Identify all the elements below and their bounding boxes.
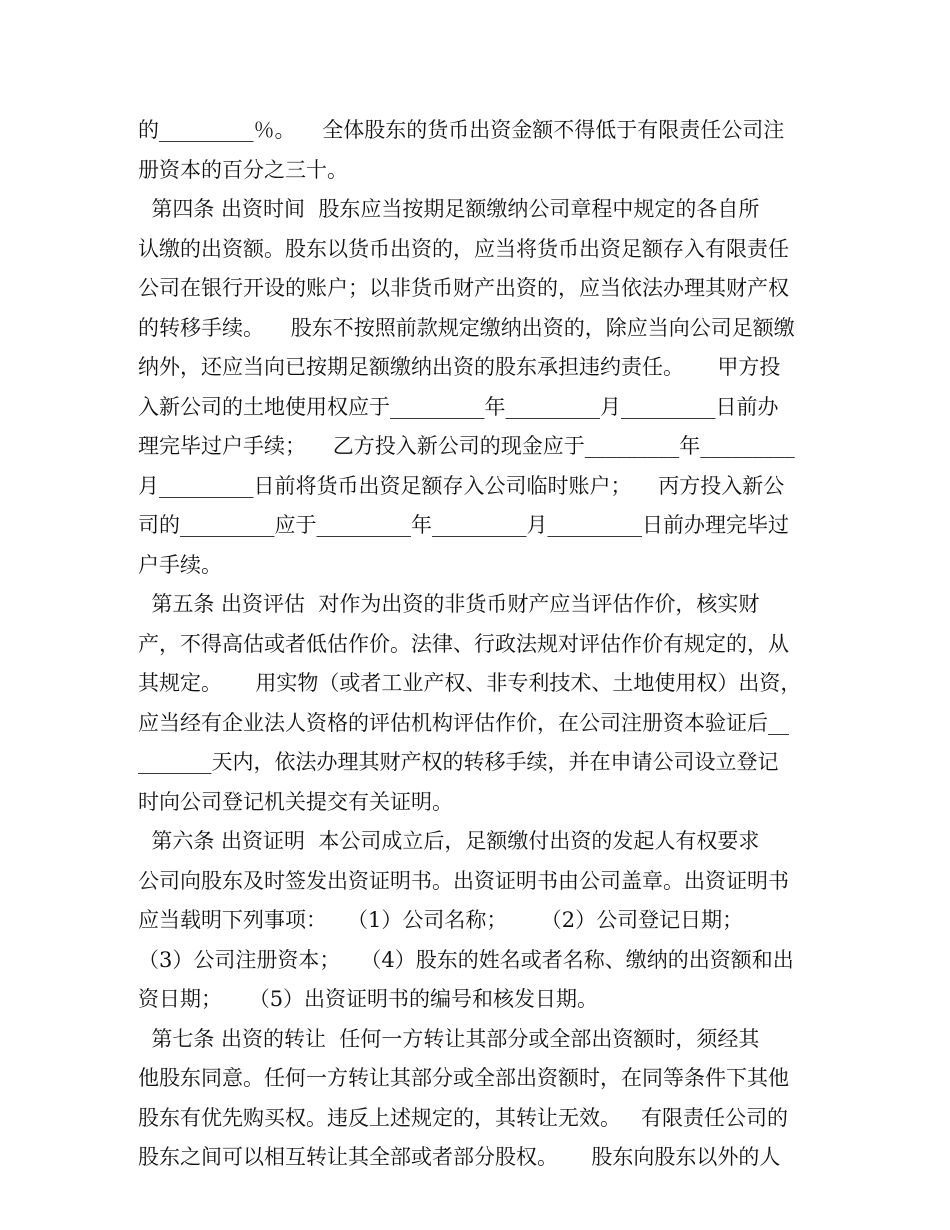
text-line: 股东之间可以相互转让其全部或者部分股权。 股东向股东以外的人 [138, 1145, 781, 1169]
text-line: _______天内，依法办理其财产权的转移手续，并在申请公司设立登记 [138, 750, 779, 774]
article-5-heading-line: 第五条 出资评估 对作为出资的非货币财产应当评估作价，核实财 [138, 592, 760, 616]
document-body [138, 111, 814, 1178]
text-line: 的_________％。 全体股东的货币出资金额不得低于有限责任公司注 [138, 118, 785, 142]
text-line: 公司在银行开设的账户；以非货币财产出资的，应当依法办理其财产权 [138, 276, 789, 300]
text-line: 股东有优先购买权。违反上述规定的，其转让无效。 有限责任公司的 [138, 1105, 789, 1130]
article-4-heading-line: 第四条 出资时间 股东应当按期足额缴纳公司章程中规定的各自所 [138, 197, 760, 221]
text-line: 册资本的百分之三十。 [138, 157, 348, 182]
text-line: 纳外，还应当向已按期足额缴纳出资的股东承担违约责任。 甲方投 [138, 355, 781, 379]
article-6-heading-line: 第六条 出资证明 本公司成立后，足额缴付出资的发起人有权要求 [138, 829, 760, 853]
text-line: 月_________日前将货币出资足额存入公司临时账户； 丙方投入新公 [138, 473, 785, 498]
text-line: （3）公司注册资本； （4）股东的姓名或者名称、缴纳的出资额和出 [138, 947, 794, 972]
text-line: 入新公司的土地使用权应于_________年_________月_________日前办 [138, 394, 779, 419]
text-line: 理完毕过户手续； 乙方投入新公司的现金应于_________年_________ [138, 434, 795, 458]
text-line: 产，不得高估或者低估作价。法律、行政法规对评估作价有规定的，从 [138, 631, 789, 656]
text-line: 应当载明下列事项： （1）公司名称； （2）公司登记日期； [138, 908, 744, 932]
text-line: 的转移手续。 股东不按照前款规定缴纳出资的，除应当向公司足额缴 [138, 315, 795, 340]
text-line: 他股东同意。任何一方转让其部分或全部出资额时，在同等条件下其他 [138, 1066, 789, 1090]
text-line: 户手续。 [138, 552, 222, 577]
text-line: 应当经有企业法人资格的评估机构评估作价，在公司注册资本验证后__ [138, 710, 789, 735]
text-line: 资日期； （5）出资证明书的编号和核发日期。 [138, 987, 599, 1011]
text-line: 公司向股东及时签发出资证明书。出资证明书由公司盖章。出资证明书 [138, 868, 789, 893]
article-7-heading-line: 第七条 出资的转让 任何一方转让其部分或全部出资额时，须经其 [138, 1026, 760, 1051]
text-line: 其规定。 用实物（或者工业产权、非专利技术、土地使用权）出资， [138, 671, 802, 695]
text-line: 司的_________应于_________年_________月_________日前办理完毕过 [138, 513, 789, 537]
text-line: 时向公司登记机关提交有关证明。 [138, 789, 453, 814]
text-line: 认缴的出资额。股东以货币出资的，应当将货币出资足额存入有限责任 [138, 236, 789, 261]
